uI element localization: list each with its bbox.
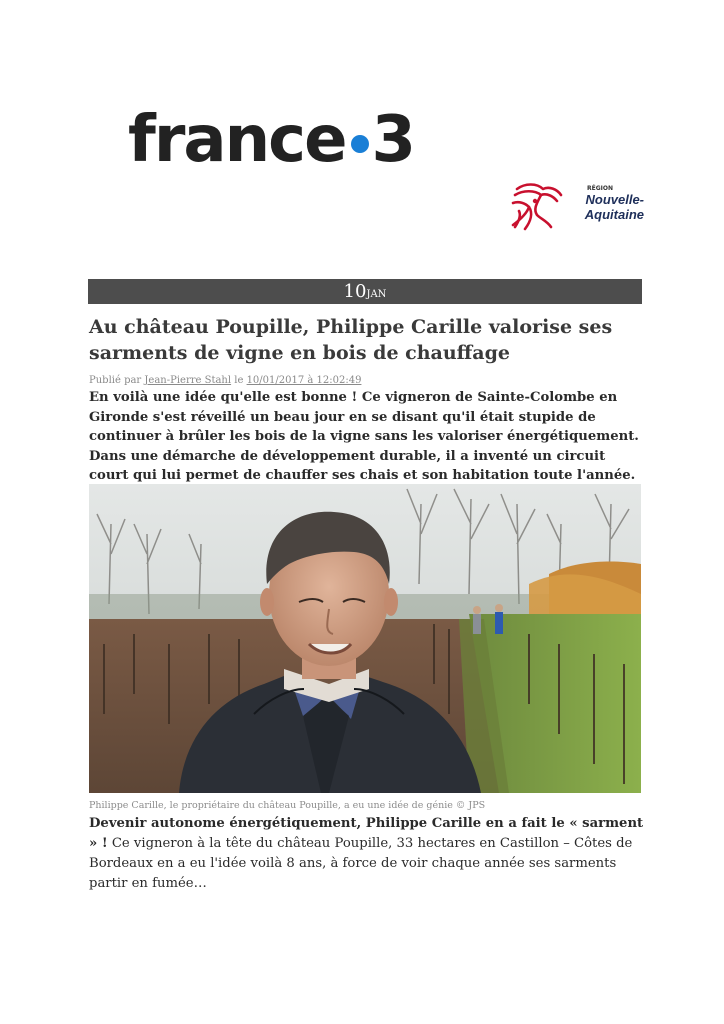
byline-prefix: Publié par [89,375,145,386]
france3-logo-word: france [128,103,346,177]
region-nouvelle-aquitaine-logo [507,181,644,233]
byline-mid: le [231,375,247,386]
date-bar [88,279,642,304]
date-day: 10 [343,281,367,302]
region-small-label: RÉGION [587,185,613,192]
lion-icon [507,181,565,233]
france3-dot-icon [351,135,369,153]
article-photo [89,484,641,793]
france3-logo-number: 3 [371,103,415,177]
article-body-bold: Devenir autonome énergétiquement, Philippe Carille en a fait le « sarment » ! [89,816,644,851]
published-date-link[interactable]: 10/01/2017 à 12:02:49 [246,375,362,386]
region-name-line1: Nouvelle- [585,192,644,207]
article-title: Au château Poupille, Philippe Carille valorise ses sarments de vigne en bois de chauffage [89,316,613,364]
author-link[interactable]: Jean-Pierre Stahl [144,375,232,386]
article-body-rest: Ce vigneron à la tête du château Poupille, 33 hectares en Castillon – Côtes de Bordeaux en a eu l'idée voilà 8 ans, à force de voir chaque année ses sarments partir en fumée… [89,836,633,891]
date-month: JAN [366,289,387,300]
region-name [564,192,644,222]
article-body [89,814,649,894]
byline [89,375,361,386]
photo-caption: Philippe Carille, le propriétaire du château Poupille, a eu une idée de génie © JPS [89,800,486,811]
article-lead: En voilà une idée qu'elle est bonne ! Ce vigneron de Sainte-Colombe en Gironde s'est réveillé un beau jour en se disant qu'il était stupide de continuer à brûler les bois de la vigne sans les valoriser énergétiquement. Dans une démarche de développement durable, il a inventé un circuit court qui lui permet de chauffer ses chais et son habitation toute l'année. [89,390,639,483]
france3-logo [128,103,415,177]
region-name-line2: Aquitaine [584,207,644,222]
